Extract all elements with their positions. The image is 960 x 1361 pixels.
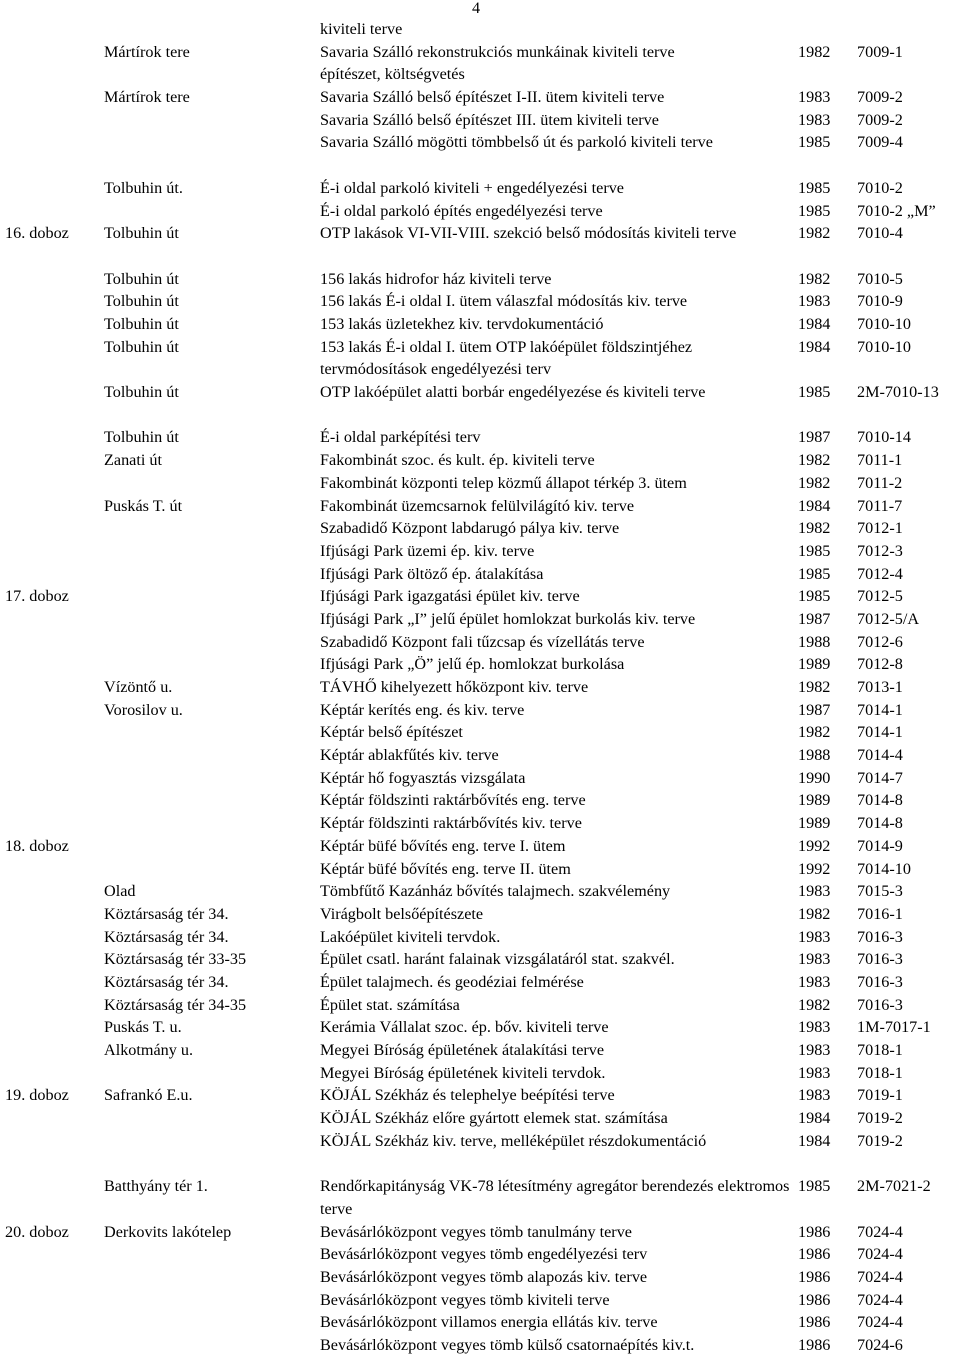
location-cell: Tolbuhin út.	[104, 178, 183, 197]
year-cell: 1982	[798, 519, 831, 538]
table-row	[0, 1016, 960, 1039]
description-cell: Képtár földszinti raktárbővítés eng. terve	[320, 791, 586, 810]
code-cell: 7012-5/A	[857, 609, 920, 628]
location-cell: Tolbuhin út	[104, 337, 179, 356]
year-cell: 1986	[798, 1290, 831, 1309]
table-row	[0, 721, 960, 744]
description-cell: Bevásárlóközpont vegyes tömb külső csatornaépítés kiv.t.	[320, 1335, 695, 1354]
year-cell: 1985	[798, 133, 831, 152]
year-cell: 1982	[798, 678, 831, 696]
location-cell: Köztársaság tér 34-35	[104, 995, 247, 1014]
code-cell: 2M-7021-2	[857, 1177, 931, 1196]
description-cell: Ifjúsági Park „I” jelű épület homlokzat burkolás kiv. terve	[320, 609, 696, 628]
year-cell: 1989	[798, 791, 831, 810]
table-row	[0, 926, 960, 949]
description-cell: Rendőrkapitányság VK-78 létesítmény agregátor berendezés elektromos terve	[320, 1177, 790, 1218]
year-cell: 1984	[798, 337, 831, 356]
location-cell: Tolbuhin út	[104, 428, 179, 447]
table-row	[0, 767, 960, 790]
year-cell: 1985	[798, 541, 831, 560]
table-row	[0, 699, 960, 722]
year-cell: 1985	[798, 1177, 831, 1196]
page-number: 4	[472, 0, 481, 17]
location-cell: Mártírok tere	[104, 88, 190, 107]
code-cell: 7010-5	[857, 269, 903, 288]
table-row	[0, 381, 960, 426]
description-cell: Ifjúsági Park igazgatási épület kiv. terve	[320, 587, 580, 606]
year-cell: 1983	[798, 1041, 831, 1059]
code-cell: 7014-8	[857, 814, 903, 833]
box-label: 16. doboz	[5, 224, 69, 243]
location-cell: Vízöntő u.	[104, 678, 173, 696]
table-row	[0, 41, 960, 64]
description-cell: É-i oldal parkoló építés engedélyezési terve	[320, 201, 603, 220]
code-cell: 7010-10	[857, 337, 911, 356]
location-cell: Derkovits lakótelep	[104, 1222, 232, 1241]
code-cell: 7014-10	[857, 859, 911, 878]
year-cell: 1983	[798, 972, 831, 991]
location-cell: Puskás T. u.	[104, 1018, 182, 1037]
description-cell: Fakombinát központi telep közmű állapot térkép 3. ütem	[320, 473, 687, 492]
location-cell: Olad	[104, 882, 136, 901]
table-row	[0, 1039, 960, 1062]
code-cell: 7018-1	[857, 1063, 903, 1082]
table-row	[0, 540, 960, 563]
year-cell: 1982	[798, 42, 831, 61]
table-row	[0, 1221, 960, 1244]
year-cell: 1985	[798, 201, 831, 220]
year-cell: 1985	[798, 587, 831, 606]
description-cell: Bevásárlóközpont vegyes tömb kiviteli terve	[320, 1290, 610, 1309]
description-cell: Tömbfűtő Kazánház bővítés talajmech. szakvélemény	[320, 882, 671, 901]
description-cell: OTP lakások VI-VII-VIII. szekció belső módosítás kiviteli terve	[320, 224, 737, 243]
table-row	[0, 994, 960, 1017]
code-cell: 2M-7010-13	[857, 383, 939, 402]
code-cell: 7010-2 „M”	[857, 201, 936, 220]
table-row	[0, 177, 960, 200]
year-cell: 1986	[798, 1335, 831, 1354]
description-cell: Savaria Szálló belső építészet III. ütem kiviteli terve	[320, 110, 659, 129]
table-row	[0, 812, 960, 835]
code-cell: 7014-4	[857, 746, 903, 765]
code-cell: 7024-4	[857, 1290, 903, 1309]
year-cell: 1986	[798, 1313, 831, 1332]
code-cell: 7014-7	[857, 768, 903, 787]
location-cell: Vorosilov u.	[104, 700, 183, 719]
year-cell: 1985	[798, 178, 831, 197]
location-cell: Batthyány tér 1.	[104, 1177, 208, 1196]
table-row	[0, 336, 960, 381]
code-cell: 7024-6	[857, 1335, 903, 1354]
code-cell: 1M-7017-1	[857, 1018, 931, 1037]
description-cell: Ifjúsági Park „Ö” jelű ép. homlokzat burkolása	[320, 655, 625, 674]
year-cell: 1984	[798, 1109, 831, 1128]
year-cell: 1982	[798, 995, 831, 1014]
code-cell: 7024-4	[857, 1313, 903, 1332]
table-row	[0, 18, 960, 41]
box-label: 18. doboz	[5, 836, 69, 855]
description-cell: kiviteli terve	[320, 20, 403, 38]
description-cell: Bevásárlóközpont vegyes tömb engedélyezési terv	[320, 1245, 648, 1264]
description-cell: Bevásárlóközpont villamos energia ellátás kiv. terve	[320, 1313, 658, 1332]
description-cell: Megyei Bíróság épületének kiviteli tervdok.	[320, 1063, 606, 1082]
year-cell: 1983	[798, 88, 831, 107]
table-row	[0, 608, 960, 631]
code-cell: 7018-1	[857, 1041, 903, 1059]
description-cell: 156 lakás É-i oldal I. ütem válaszfal módosítás kiv. terve	[320, 292, 688, 311]
description-cell: É-i oldal parkoló kiviteli + engedélyezési terve	[320, 178, 624, 197]
description-cell: Képtár belső építészet	[320, 723, 463, 742]
year-cell: 1987	[798, 609, 831, 628]
year-cell: 1983	[798, 950, 831, 969]
table-row	[0, 86, 960, 109]
code-cell: 7011-1	[857, 451, 903, 470]
location-cell: Köztársaság tér 34.	[104, 927, 229, 946]
code-cell: 7010-9	[857, 292, 903, 311]
code-cell: 7012-3	[857, 541, 903, 560]
code-cell: 7024-4	[857, 1245, 903, 1264]
table-row	[0, 131, 960, 176]
year-cell: 1986	[798, 1222, 831, 1241]
code-cell: 7024-4	[857, 1222, 903, 1241]
code-cell: 7019-2	[857, 1131, 903, 1150]
code-cell: 7009-1	[857, 42, 903, 61]
description-cell: OTP lakóépület alatti borbár engedélyezése és kiviteli terve	[320, 383, 706, 402]
code-cell: 7014-1	[857, 700, 903, 719]
code-cell: 7016-1	[857, 904, 903, 923]
code-cell: 7010-2	[857, 178, 903, 197]
year-cell: 1989	[798, 655, 831, 674]
table-row	[0, 200, 960, 223]
code-cell: 7019-1	[857, 1086, 903, 1105]
year-cell: 1982	[798, 224, 831, 243]
table-row	[0, 880, 960, 903]
code-cell: 7012-1	[857, 519, 903, 538]
code-cell: 7009-4	[857, 133, 903, 152]
year-cell: 1990	[798, 768, 831, 787]
year-cell: 1985	[798, 383, 831, 402]
table-row	[0, 268, 960, 291]
description-cell: KÖJÁL Székház előre gyártott elemek stat. számítása	[320, 1109, 668, 1128]
location-cell: Köztársaság tér 33-35	[104, 950, 247, 969]
table-row	[0, 948, 960, 971]
location-cell: Tolbuhin út	[104, 292, 179, 311]
year-cell: 1983	[798, 1086, 831, 1105]
year-cell: 1983	[798, 292, 831, 311]
year-cell: 1983	[798, 927, 831, 946]
code-cell: 7014-8	[857, 791, 903, 810]
code-cell: 7013-1	[857, 678, 903, 696]
year-cell: 1982	[798, 269, 831, 288]
year-cell: 1987	[798, 700, 831, 719]
location-cell: Alkotmány u.	[104, 1041, 194, 1059]
description-cell: Képtár földszinti raktárbővítés kiv. terve	[320, 814, 582, 833]
code-cell: 7024-4	[857, 1267, 903, 1286]
code-cell: 7011-2	[857, 473, 903, 492]
table-row	[0, 653, 960, 676]
description-cell: Kerámia Vállalat szoc. ép. bőv. kiviteli terve	[320, 1018, 609, 1037]
location-cell: Zanati út	[104, 451, 162, 470]
archive-list	[0, 18, 960, 1357]
year-cell: 1992	[798, 859, 831, 878]
description-cell: Virágbolt belsőépítészete	[320, 904, 484, 923]
table-row	[0, 1175, 960, 1220]
description-cell: Szabadidő Központ labdarugó pálya kiv. terve	[320, 519, 620, 538]
table-row	[0, 222, 960, 267]
table-row	[0, 426, 960, 449]
description-cell: Képtár büfé bővítés eng. terve II. ütem	[320, 859, 571, 878]
table-row	[0, 1266, 960, 1289]
description-cell: Lakóépület kiviteli tervdok.	[320, 927, 501, 946]
box-label: 17. doboz	[5, 587, 69, 606]
description-cell: Képtár ablakfűtés kiv. terve	[320, 746, 499, 765]
description-cell: KÖJÁL Székház és telephelye beépítési terve	[320, 1086, 615, 1105]
code-cell: 7014-1	[857, 723, 903, 742]
table-row	[0, 585, 960, 608]
description-cell: építészet, költségvetés	[320, 65, 465, 84]
description-cell: É-i oldal parképítési terv	[320, 428, 481, 447]
code-cell: 7009-2	[857, 88, 903, 107]
year-cell: 1986	[798, 1267, 831, 1286]
description-cell: Képtár hő fogyasztás vizsgálata	[320, 768, 526, 787]
year-cell: 1984	[798, 1131, 831, 1150]
code-cell: 7012-5	[857, 587, 903, 606]
description-cell: Épület talajmech. és geodéziai felmérése	[320, 972, 584, 991]
table-row	[0, 1243, 960, 1266]
description-cell: Bevásárlóközpont vegyes tömb tanulmány terve	[320, 1222, 632, 1241]
table-row	[0, 631, 960, 654]
table-row	[0, 290, 960, 313]
code-cell: 7010-4	[857, 224, 903, 243]
year-cell: 1982	[798, 451, 831, 470]
year-cell: 1984	[798, 314, 831, 333]
code-cell: 7016-3	[857, 995, 903, 1014]
location-cell: Mártírok tere	[104, 42, 190, 61]
year-cell: 1982	[798, 904, 831, 923]
table-row	[0, 63, 960, 86]
table-row	[0, 1334, 960, 1357]
table-row	[0, 903, 960, 926]
table-row	[0, 563, 960, 586]
location-cell: Köztársaság tér 34.	[104, 972, 229, 991]
year-cell: 1989	[798, 814, 831, 833]
year-cell: 1983	[798, 1018, 831, 1037]
description-cell: Ifjúsági Park üzemi ép. kiv. terve	[320, 541, 535, 560]
code-cell: 7019-2	[857, 1109, 903, 1128]
description-cell: Bevásárlóközpont vegyes tömb alapozás kiv. terve	[320, 1267, 648, 1286]
table-row	[0, 1311, 960, 1334]
table-row	[0, 517, 960, 540]
description-cell: KÖJÁL Székház kiv. terve, melléképület részdokumentáció	[320, 1131, 707, 1150]
year-cell: 1983	[798, 1063, 831, 1082]
table-row	[0, 495, 960, 518]
code-cell: 7014-9	[857, 836, 903, 855]
table-row	[0, 676, 960, 699]
year-cell: 1984	[798, 496, 831, 515]
table-row	[0, 109, 960, 132]
code-cell: 7016-3	[857, 972, 903, 991]
description-cell: Képtár kerítés eng. és kiv. terve	[320, 700, 525, 719]
table-row	[0, 971, 960, 994]
year-cell: 1983	[798, 110, 831, 129]
code-cell: 7016-3	[857, 950, 903, 969]
year-cell: 1985	[798, 564, 831, 583]
code-cell: 7010-10	[857, 314, 911, 333]
table-row	[0, 835, 960, 858]
year-cell: 1992	[798, 836, 831, 855]
location-cell: Safrankó E.u.	[104, 1086, 193, 1105]
year-cell: 1982	[798, 723, 831, 742]
code-cell: 7015-3	[857, 882, 903, 901]
description-cell: Savaria Szálló rekonstrukciós munkáinak kiviteli terve	[320, 42, 675, 61]
box-label: 20. doboz	[5, 1222, 69, 1241]
code-cell: 7012-4	[857, 564, 903, 583]
table-row	[0, 1084, 960, 1107]
location-cell: Tolbuhin út	[104, 383, 179, 402]
table-row	[0, 472, 960, 495]
location-cell: Puskás T. út	[104, 496, 183, 515]
year-cell: 1986	[798, 1245, 831, 1264]
box-label: 19. doboz	[5, 1086, 69, 1105]
table-row	[0, 744, 960, 767]
table-row	[0, 1062, 960, 1085]
description-cell: Fakombinát szoc. és kult. ép. kiviteli terve	[320, 451, 595, 470]
description-cell: 153 lakás üzletekhez kiv. tervdokumentáció	[320, 314, 604, 333]
description-cell: Épület csatl. haránt falainak vizsgálatáról stat. szakvél.	[320, 950, 675, 969]
description-cell: Megyei Bíróság épületének átalakítási terve	[320, 1041, 605, 1059]
year-cell: 1983	[798, 882, 831, 901]
table-row	[0, 449, 960, 472]
location-cell: Tolbuhin út	[104, 224, 179, 243]
location-cell: Köztársaság tér 34.	[104, 904, 229, 923]
description-cell: 156 lakás hidrofor ház kiviteli terve	[320, 269, 552, 288]
table-row	[0, 858, 960, 881]
description-cell: TÁVHŐ kihelyezett hőközpont kiv. terve	[320, 678, 589, 696]
year-cell: 1982	[798, 473, 831, 492]
location-cell: Tolbuhin út	[104, 269, 179, 288]
table-row	[0, 1107, 960, 1130]
code-cell: 7009-2	[857, 110, 903, 129]
description-cell: Savaria Szálló mögötti tömbbelső út és parkoló kiviteli terve	[320, 133, 713, 152]
location-cell: Tolbuhin út	[104, 314, 179, 333]
description-cell: Savaria Szálló belső építészet I-II. ütem kiviteli terve	[320, 88, 665, 107]
code-cell: 7010-14	[857, 428, 911, 447]
year-cell: 1988	[798, 632, 831, 651]
year-cell: 1988	[798, 746, 831, 765]
table-row	[0, 789, 960, 812]
code-cell: 7012-8	[857, 655, 903, 674]
description-cell: Épület stat. számítása	[320, 995, 460, 1014]
code-cell: 7011-7	[857, 496, 903, 515]
description-cell: 153 lakás É-i oldal I. ütem OTP lakóépület földszintjéhez tervmódosítások engedélyezési terv	[320, 337, 693, 379]
description-cell: Szabadidő Központ fali tűzcsap és vízellátás terve	[320, 632, 645, 651]
description-cell: Ifjúsági Park öltöző ép. átalakítása	[320, 564, 544, 583]
year-cell: 1987	[798, 428, 831, 447]
table-row	[0, 313, 960, 336]
table-row	[0, 1130, 960, 1175]
description-cell: Fakombinát üzemcsarnok felülvilágító kiv. terve	[320, 496, 635, 515]
code-cell: 7016-3	[857, 927, 903, 946]
description-cell: Képtár büfé bővítés eng. terve I. ütem	[320, 836, 566, 855]
table-row	[0, 1289, 960, 1312]
code-cell: 7012-6	[857, 632, 903, 651]
